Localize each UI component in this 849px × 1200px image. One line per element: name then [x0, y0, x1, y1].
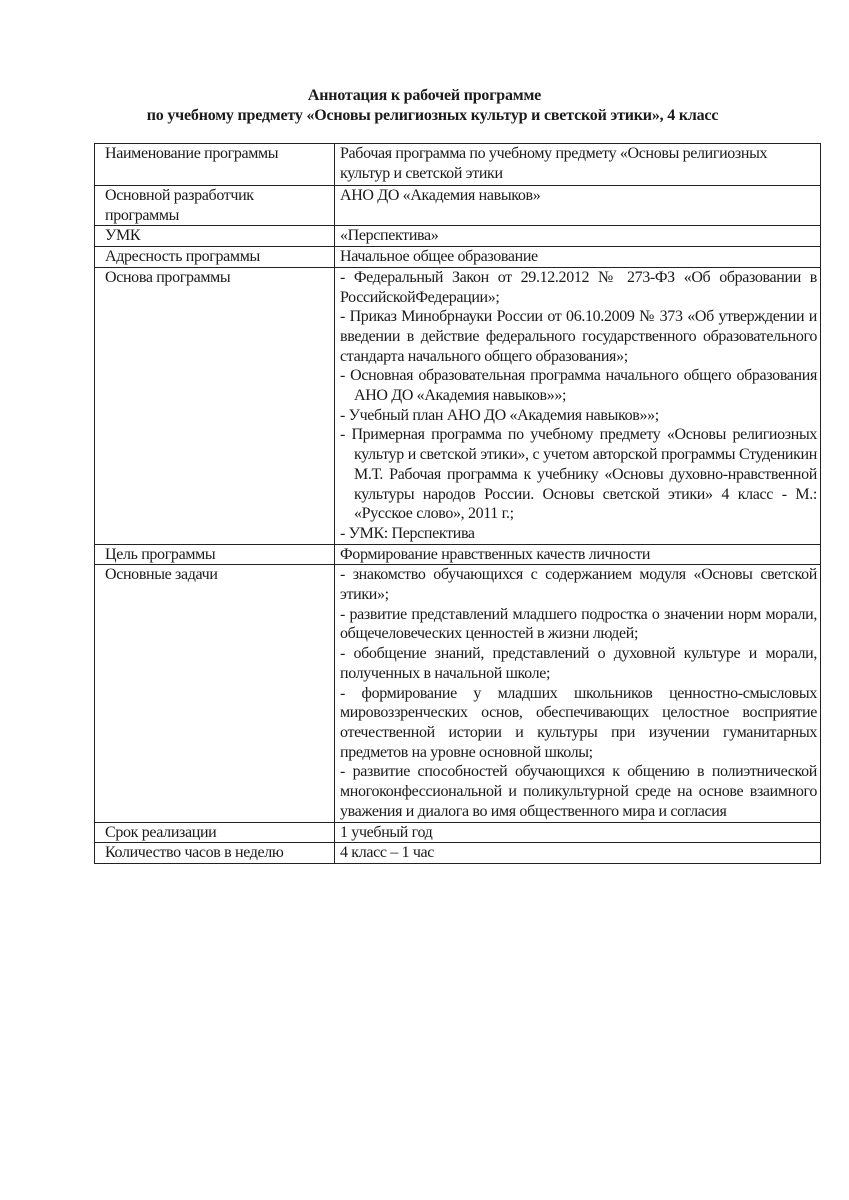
row-label: УМК	[95, 226, 335, 247]
row-value: «Перспектива»	[335, 226, 821, 247]
table-row	[95, 226, 821, 247]
list-item: - развитие представлений младшего подростка о значении норм морали, общечеловеческих ценностей в жизни людей;	[340, 605, 817, 643]
row-value-list	[335, 267, 821, 544]
row-label: Адресность программы	[95, 247, 335, 268]
row-value: Формирование нравственных качеств личности	[335, 544, 821, 565]
list-item: - развитие способностей обучающихся к общению в полиэтнической многоконфессиональной и поликультурной среде на основе взаимного уважения и диалога во имя общественного мира и согласия	[340, 763, 817, 820]
list-item: - Приказ Минобрнауки России от 06.10.2009 № 373 «Об утверждении и введении в действие федерального государственного образовательного стандарта начального общего образования»;	[340, 308, 817, 365]
list-item: - Основная образовательная программа начального общего образования АНО ДО «Академия навыков»»;	[340, 367, 817, 405]
table-row	[95, 247, 821, 268]
document-title: Аннотация к рабочей программе	[307, 87, 542, 104]
table-row	[95, 544, 821, 565]
list-item: - знакомство обучающихся с содержанием модуля «Основы светской этики»;	[340, 566, 817, 604]
row-label: Основные задачи	[95, 565, 335, 822]
table-row	[95, 565, 821, 822]
row-label: Количество часов в неделю	[95, 843, 335, 864]
annotation-table	[94, 143, 821, 864]
table-row	[95, 144, 821, 186]
list-item: - Федеральный Закон от 29.12.2012 № 273-ФЗ «Об образовании в РоссийскойФедерации»;	[340, 268, 817, 306]
row-label: Цель программы	[95, 544, 335, 565]
table-row	[95, 822, 821, 843]
document-subtitle: по учебному предмету «Основы религиозных культур и светской этики», 4 класс	[146, 107, 719, 124]
row-label: Основа программы	[95, 267, 335, 544]
row-value: 4 класс – 1 час	[335, 843, 821, 864]
list-item: - УМК: Перспектива	[340, 524, 475, 542]
row-value: Начальное общее образование	[335, 247, 821, 268]
row-value: 1 учебный год	[335, 822, 821, 843]
list-item: - Примерная программа по учебному предмету «Основы религиозных культур и светской этики», с учетом авторской программы Студеникин М.Т. Рабочая программа к учебнику «Основы духовно-нравственной культуры народов России. Основы светской этики» 4 класс - М.: «Русское слово», 2011 г.;	[340, 426, 817, 523]
row-value: АНО ДО «Академия навыков»	[335, 186, 821, 226]
table-row	[95, 186, 821, 226]
row-value-list	[335, 565, 821, 822]
list-item: - Учебный план АНО ДО «Академия навыков»»;	[340, 406, 659, 424]
list-item: - обобщение знаний, представлений о духовной культуре и морали, полученных в начальной школе;	[340, 645, 817, 682]
table-row	[95, 843, 821, 864]
table-row	[95, 267, 821, 544]
row-value: Рабочая программа по учебному предмету «Основы религиозных культур и светской этики	[335, 144, 821, 186]
row-label: Основной разработчик программы	[95, 186, 335, 226]
list-item: - формирование у младших школьников ценностно-смысловых мировоззренческих основ, обеспечивающих целостное восприятие отечественной истории и культуры при изучении гуманитарных предметов на уровне основной школы;	[340, 684, 817, 761]
row-label: Наименование программы	[95, 144, 335, 186]
row-label: Срок реализации	[95, 822, 335, 843]
